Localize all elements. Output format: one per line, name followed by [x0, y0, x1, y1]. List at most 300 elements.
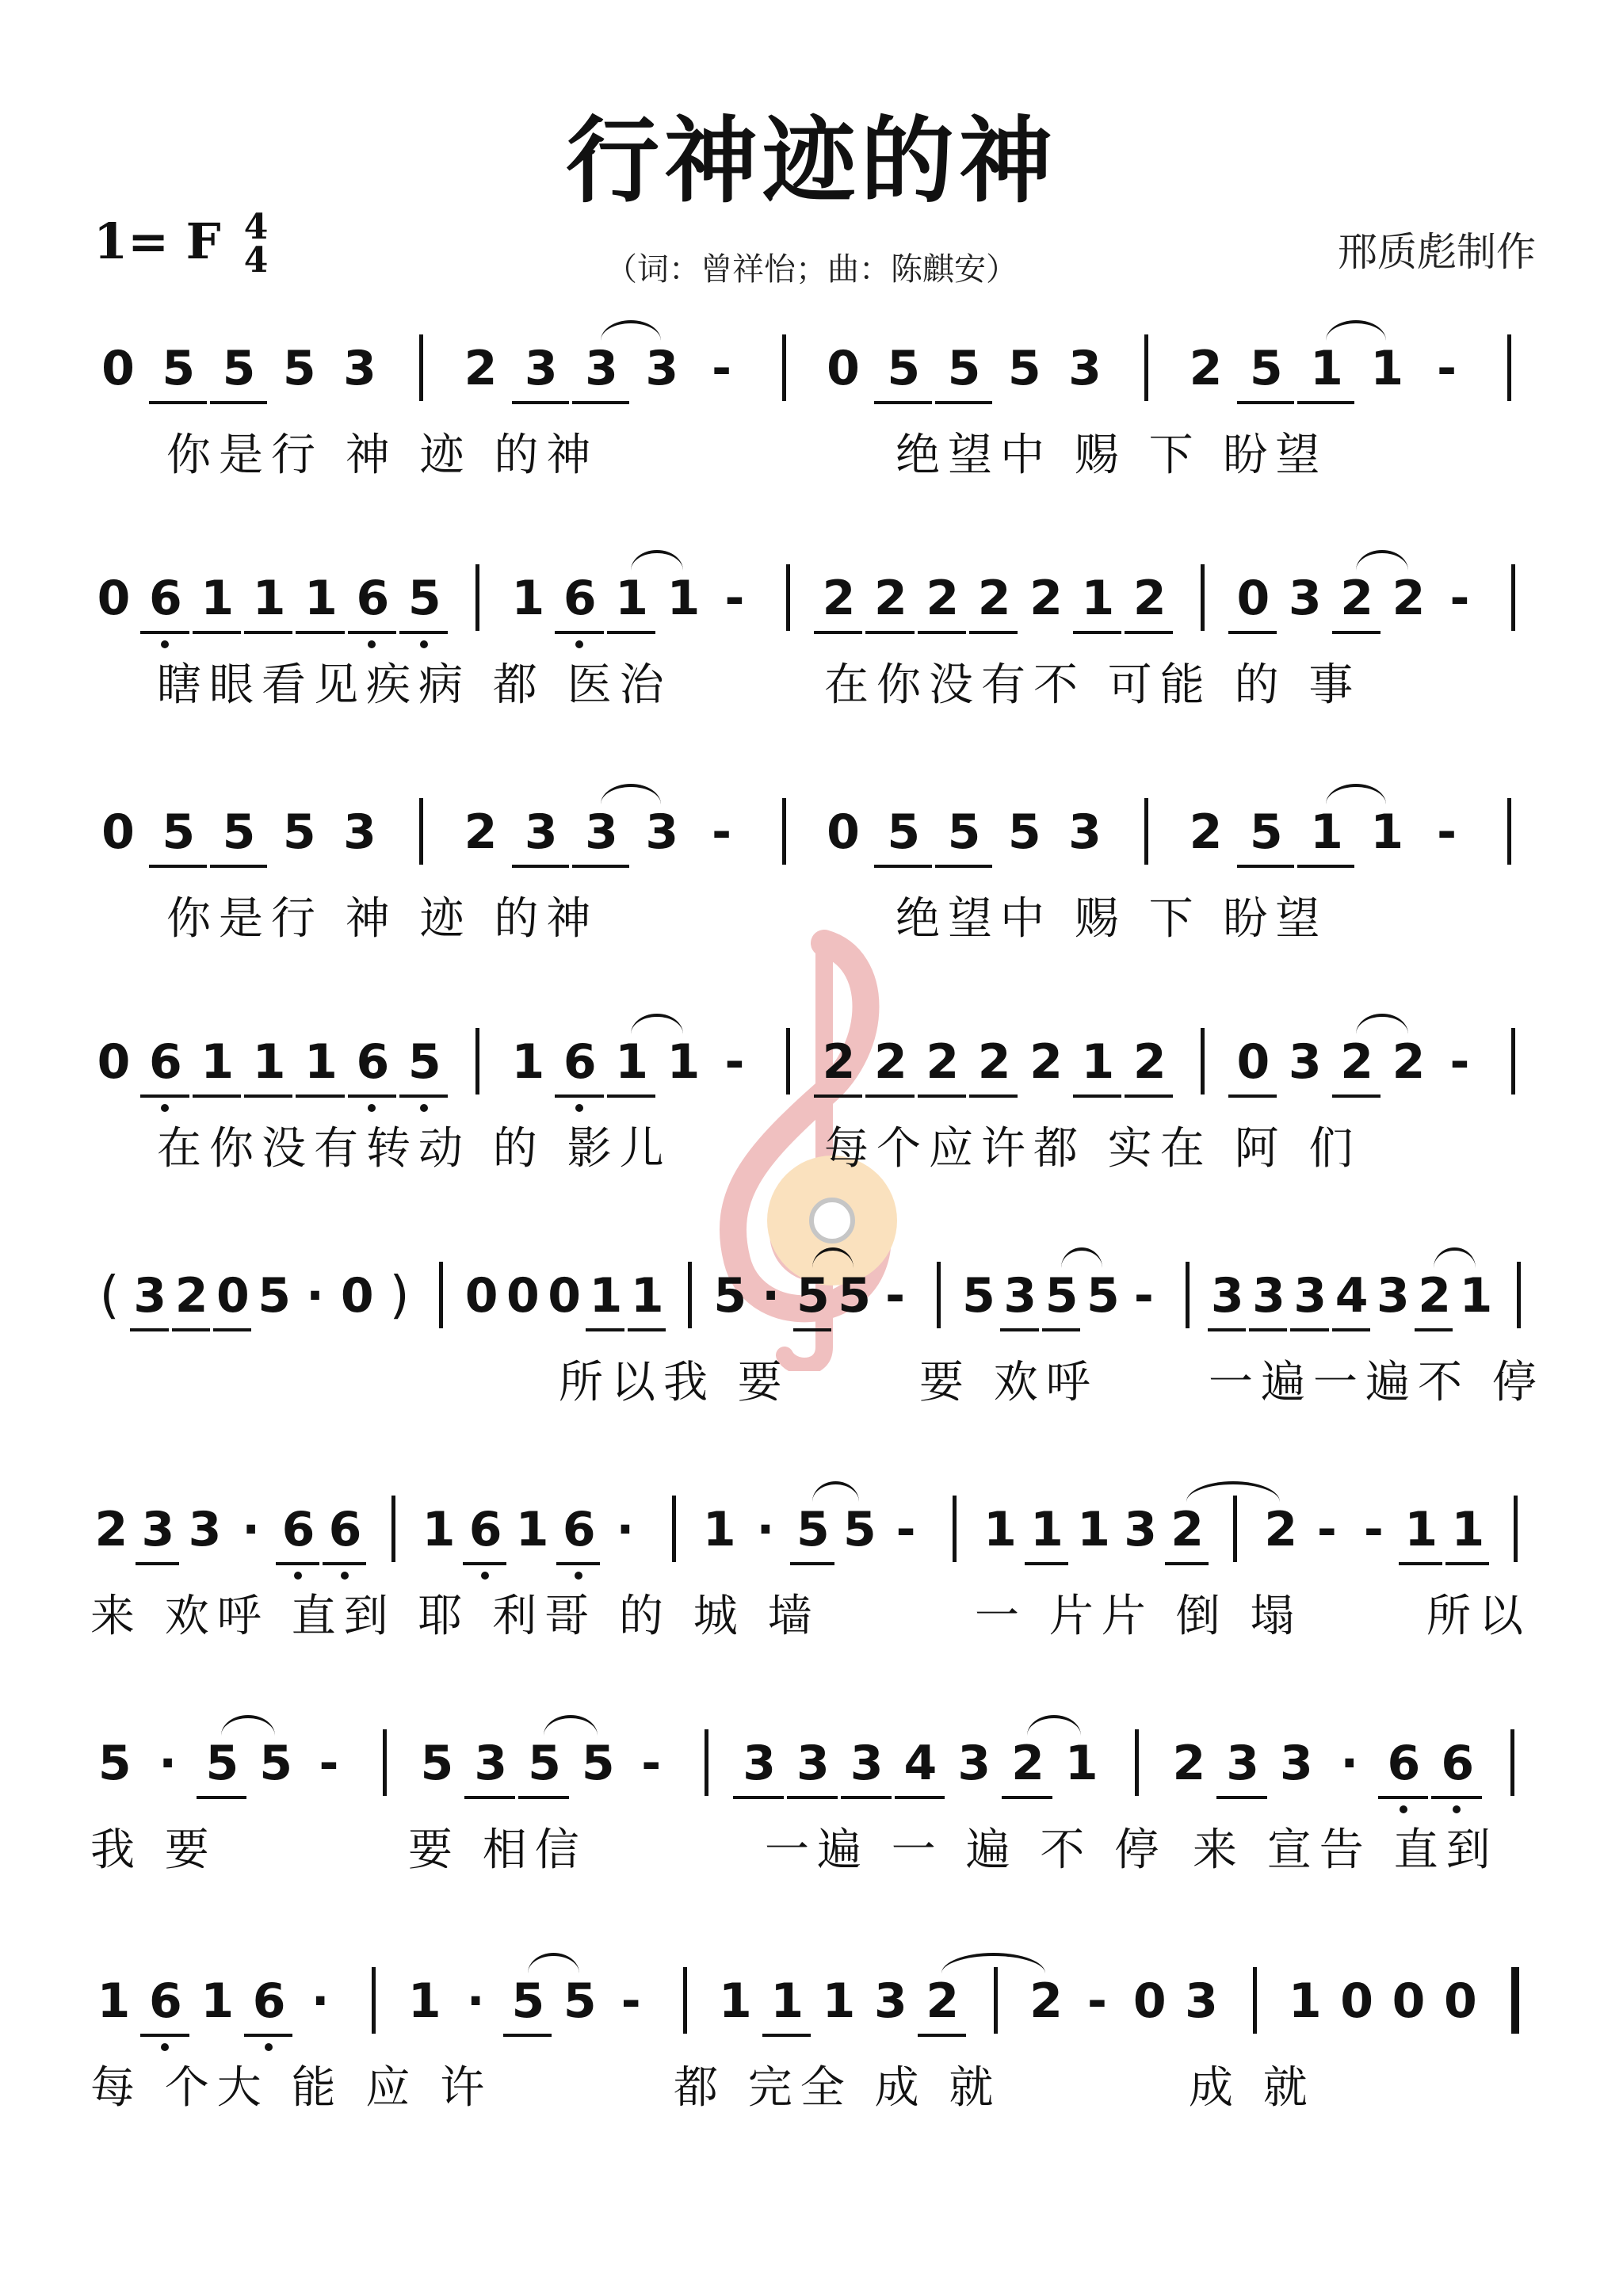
underline — [1228, 1095, 1277, 1098]
lyric-segment: 绝望中 赐 下 盼望 — [896, 430, 1328, 481]
note: 2 — [1132, 1034, 1167, 1090]
lower-octave-dot — [575, 1104, 583, 1112]
underline — [1431, 1796, 1482, 1799]
note: 0 — [464, 1268, 498, 1324]
note: 6 — [149, 1973, 182, 2029]
note: 1 — [1459, 1268, 1493, 1324]
note: 0 — [1392, 1973, 1426, 2029]
barline — [1144, 798, 1148, 865]
dash: - — [1449, 1034, 1470, 1090]
note: 6 — [356, 571, 390, 626]
note: 5 — [1007, 341, 1041, 396]
note: 3 — [1377, 1268, 1410, 1324]
note: 1 — [1030, 1502, 1064, 1557]
dash: - — [885, 1268, 906, 1324]
lower-octave-dot — [420, 1104, 428, 1112]
augmentation-dot: · — [242, 1502, 260, 1557]
underline — [1165, 1562, 1209, 1565]
note: 2 — [926, 1034, 960, 1090]
tie-arc — [544, 1715, 598, 1736]
underline — [874, 865, 931, 868]
underline — [1000, 1328, 1038, 1331]
lyric-segment: 所以 — [1426, 1591, 1531, 1642]
underline — [572, 401, 629, 404]
underline — [296, 631, 344, 634]
note: 3 — [645, 341, 679, 396]
note: 1 — [822, 1973, 856, 2029]
note: 5 — [796, 1502, 830, 1557]
underline — [1228, 631, 1277, 634]
underline — [918, 1095, 966, 1098]
note: 1 — [252, 571, 286, 626]
note: 3 — [957, 1736, 991, 1791]
underline — [244, 1095, 292, 1098]
note: 3 — [850, 1736, 884, 1791]
parenthesis: ) — [389, 1266, 410, 1325]
note: 5 — [838, 1268, 872, 1324]
barline — [953, 1496, 957, 1562]
note: 5 — [1249, 341, 1283, 396]
underline — [555, 1095, 603, 1098]
tie-arc — [221, 1715, 275, 1736]
maker-credit: 邢质彪制作 — [1338, 229, 1536, 275]
note: 5 — [1044, 1268, 1079, 1324]
note: 5 — [1086, 1268, 1120, 1324]
lyric-segment: 你是行 神 迹 的神 — [166, 430, 599, 481]
note: 3 — [1124, 1502, 1157, 1557]
lyric-segment: 要 相信 — [408, 1824, 587, 1876]
note: 3 — [1068, 341, 1102, 396]
lyric-segment: 在你没有不 可能 的 事 — [824, 659, 1361, 711]
note: 5 — [1007, 804, 1041, 860]
note: 5 — [420, 1736, 454, 1791]
time-signature-denominator: 4 — [243, 240, 269, 281]
note: 1 — [1288, 1973, 1322, 2029]
dash: - — [1363, 1502, 1384, 1557]
note: 2 — [926, 571, 960, 626]
barline — [1510, 1729, 1514, 1796]
underline — [607, 631, 655, 634]
note: 2 — [1132, 571, 1167, 626]
note: 2 — [1011, 1736, 1044, 1791]
note: 3 — [133, 1268, 167, 1324]
note: 2 — [1029, 1973, 1063, 2029]
dash: - — [896, 1502, 916, 1557]
note: 3 — [1293, 1268, 1327, 1324]
barline — [1135, 1729, 1139, 1796]
underline — [399, 1095, 448, 1098]
key-signature: 1= F — [94, 212, 221, 270]
note: 1 — [407, 1973, 441, 2029]
tie-arc — [1061, 1247, 1102, 1268]
tie-arc — [1186, 1481, 1280, 1502]
underline — [172, 1328, 210, 1331]
barline — [1186, 1262, 1190, 1328]
lower-octave-dot — [1453, 1805, 1461, 1813]
note: 2 — [822, 1034, 856, 1090]
note: 3 — [188, 1502, 222, 1557]
note: 3 — [343, 804, 376, 860]
augmentation-dot: · — [1340, 1736, 1359, 1791]
note: 5 — [222, 804, 256, 860]
lyric-segment: 来 欢呼 直到 耶 利哥 的 城 墙 — [90, 1591, 820, 1642]
underline — [136, 1562, 179, 1565]
underline — [1025, 1562, 1068, 1565]
underline — [1415, 1328, 1453, 1331]
note: 2 — [822, 571, 856, 626]
note: 3 — [796, 1736, 830, 1791]
note: 0 — [827, 804, 860, 860]
underline — [733, 1796, 784, 1799]
underline — [969, 631, 1018, 634]
underline — [1237, 865, 1294, 868]
note: 6 — [1441, 1736, 1475, 1791]
note: 2 — [874, 571, 907, 626]
tie-arc — [1027, 1715, 1081, 1736]
lyrics-line — [87, 1581, 1537, 1645]
barline — [1253, 1967, 1257, 2034]
lyric-segment: 所以我 要 — [559, 1357, 790, 1408]
lyrics-line — [87, 1347, 1545, 1411]
note: 0 — [101, 341, 135, 396]
underline — [1216, 1796, 1267, 1799]
note: 2 — [1264, 1502, 1298, 1557]
note: 5 — [407, 1034, 441, 1090]
note: 5 — [947, 341, 981, 396]
underline — [130, 1328, 168, 1331]
underline — [213, 1328, 251, 1331]
note: 0 — [97, 571, 131, 626]
note: 1 — [97, 1973, 131, 2029]
underline — [918, 2034, 966, 2037]
underline — [1042, 1328, 1080, 1331]
lower-octave-dot — [481, 1572, 489, 1580]
dash: - — [621, 1973, 641, 2029]
barline — [1514, 1496, 1518, 1562]
lyric-segment: 我 要 — [90, 1824, 217, 1876]
barline — [1201, 564, 1205, 631]
note: 6 — [562, 1502, 596, 1557]
barline — [786, 1028, 790, 1095]
lyric-segment: 在你没有转动 的 影儿 — [157, 1123, 672, 1175]
lower-octave-dot — [1400, 1805, 1407, 1813]
note: 1 — [615, 1034, 648, 1090]
note: 1 — [1451, 1502, 1485, 1557]
underline — [140, 631, 189, 634]
note: 3 — [524, 804, 558, 860]
dash: - — [724, 571, 745, 626]
note: 0 — [97, 1034, 131, 1090]
underline — [210, 865, 267, 868]
lower-octave-dot — [575, 640, 583, 648]
note: 0 — [1443, 1973, 1477, 2029]
barline — [786, 564, 790, 631]
underline — [787, 1796, 838, 1799]
lower-octave-dot — [368, 1104, 376, 1112]
underline — [1297, 401, 1354, 404]
note: 3 — [141, 1502, 175, 1557]
note: 0 — [1132, 1973, 1167, 2029]
underline — [865, 1095, 914, 1098]
dash: - — [1133, 1268, 1154, 1324]
tie-arc — [1356, 1014, 1407, 1034]
note: 5 — [962, 1268, 995, 1324]
note: 1 — [511, 1034, 545, 1090]
barline — [1511, 564, 1515, 631]
underline — [140, 2034, 189, 2037]
note: 1 — [589, 1268, 623, 1324]
tie-arc — [631, 1014, 682, 1034]
note: 5 — [162, 804, 196, 860]
underline — [1332, 631, 1381, 634]
underline — [895, 1796, 945, 1799]
dash: - — [724, 1034, 745, 1090]
note: 2 — [464, 341, 498, 396]
note: 1 — [630, 1268, 664, 1324]
note: 3 — [645, 804, 679, 860]
underline — [1073, 1095, 1121, 1098]
note: 1 — [252, 1034, 286, 1090]
note: 0 — [827, 341, 860, 396]
underline — [586, 1328, 624, 1331]
barline — [1233, 1496, 1237, 1562]
note: 3 — [343, 341, 376, 396]
underline — [969, 1095, 1018, 1098]
underline — [1332, 1095, 1381, 1098]
underline — [814, 631, 862, 634]
note: 6 — [563, 1034, 597, 1090]
underline — [790, 1562, 834, 1565]
note: 6 — [468, 1502, 502, 1557]
lyric-segment: 瞎眼看见疾病 都 医治 — [157, 659, 672, 711]
note: 6 — [356, 1034, 390, 1090]
parenthesis: ( — [99, 1266, 120, 1325]
note: 3 — [1003, 1268, 1037, 1324]
tie-arc — [631, 550, 682, 571]
note: 2 — [1340, 571, 1373, 626]
underline — [296, 1095, 344, 1098]
lyrics-line — [87, 1815, 1537, 1878]
underline — [1249, 1328, 1287, 1331]
lower-octave-dot — [420, 640, 428, 648]
underline — [1290, 1328, 1328, 1331]
underline — [572, 865, 629, 868]
barline — [1507, 334, 1511, 401]
note: 2 — [1189, 341, 1223, 396]
note: 5 — [581, 1736, 615, 1791]
barline — [475, 564, 479, 631]
note: 1 — [1404, 1502, 1438, 1557]
lower-octave-dot — [368, 640, 376, 648]
underline — [1073, 631, 1121, 634]
note: 5 — [162, 341, 196, 396]
note: 1 — [422, 1502, 456, 1557]
note: 0 — [1236, 1034, 1270, 1090]
note: 1 — [515, 1502, 549, 1557]
dash: - — [1449, 571, 1470, 626]
note: 2 — [174, 1268, 208, 1324]
note: 3 — [874, 1973, 907, 2029]
barline — [994, 1967, 998, 2034]
barline — [419, 798, 423, 865]
song-title: 行神迹的神 — [565, 105, 1057, 216]
underline — [348, 1095, 396, 1098]
augmentation-dot: · — [466, 1973, 485, 2029]
time-signature-numerator: 4 — [243, 207, 269, 247]
lower-octave-dot — [161, 640, 169, 648]
underline — [793, 1328, 831, 1331]
note: 5 — [947, 804, 981, 860]
note: 6 — [149, 571, 182, 626]
note: 2 — [1418, 1268, 1452, 1324]
note: 5 — [528, 1736, 561, 1791]
underline — [874, 401, 931, 404]
barline — [937, 1262, 941, 1328]
note: 2 — [1392, 1034, 1426, 1090]
barline — [1511, 1028, 1515, 1095]
lyrics-line — [87, 884, 1537, 947]
barline — [419, 334, 423, 401]
note: 3 — [1226, 1736, 1259, 1791]
note: 1 — [615, 571, 648, 626]
tie-arc — [1356, 550, 1407, 571]
underline — [149, 865, 206, 868]
underline — [149, 401, 206, 404]
barline — [782, 798, 786, 865]
underline — [463, 1562, 506, 1565]
underline — [555, 631, 603, 634]
lyric-segment: 成 就 — [1189, 2062, 1316, 2114]
lyric-segment: 都 完全 成 就 — [674, 2062, 1002, 2114]
note: 5 — [258, 1268, 292, 1324]
note: 2 — [94, 1502, 128, 1557]
note: 1 — [770, 1973, 804, 2029]
dash: - — [1316, 1502, 1337, 1557]
lyric-segment: 一 片片 倒 塌 — [975, 1591, 1303, 1642]
underline — [193, 1095, 241, 1098]
dash: - — [712, 341, 732, 396]
underline — [918, 631, 966, 634]
underline — [210, 401, 267, 404]
underline — [1002, 1796, 1052, 1799]
lyric-segment: 你是行 神 迹 的神 — [166, 893, 599, 945]
note: 3 — [585, 804, 618, 860]
barline — [688, 1262, 692, 1328]
note: 1 — [1370, 804, 1404, 860]
note: 1 — [1064, 1736, 1098, 1791]
note: 3 — [1280, 1736, 1313, 1791]
note: 3 — [1288, 571, 1322, 626]
barline — [1507, 798, 1511, 865]
lyric-segment: 一遍 一 遍 不 停 — [765, 1824, 1167, 1876]
note: 5 — [713, 1268, 747, 1324]
underline — [464, 1796, 515, 1799]
dash: - — [1087, 1973, 1107, 2029]
underline — [1297, 865, 1354, 868]
note: 0 — [216, 1268, 250, 1324]
lyric-segment: 要 欢呼 — [919, 1357, 1098, 1408]
note: 1 — [200, 1973, 235, 2029]
note: 2 — [874, 1034, 907, 1090]
underline — [193, 631, 241, 634]
note: 1 — [1370, 341, 1404, 396]
augmentation-dot: · — [756, 1502, 775, 1557]
lyrics-line — [87, 1114, 1537, 1177]
tie-arc — [601, 784, 661, 804]
underline — [1237, 401, 1294, 404]
tie-arc — [1434, 1247, 1475, 1268]
dash: - — [319, 1736, 339, 1791]
note: 2 — [1170, 1502, 1204, 1557]
underline — [935, 401, 992, 404]
note: 1 — [1081, 571, 1115, 626]
lower-octave-dot — [341, 1572, 349, 1580]
lyric-segment: 每个应许都 实在 阿 们 — [824, 1123, 1361, 1175]
note: 0 — [506, 1268, 540, 1324]
underline — [628, 1328, 666, 1331]
lyrics-line — [87, 2053, 1537, 2116]
note: 1 — [718, 1973, 752, 2029]
augmentation-dot: · — [616, 1502, 635, 1557]
note: 5 — [259, 1736, 292, 1791]
lyric-segment: 每 个大 能 应 许 — [90, 2062, 493, 2114]
augmentation-dot: · — [762, 1268, 781, 1324]
note: 5 — [511, 1973, 545, 2029]
note: 0 — [548, 1268, 582, 1324]
underline — [512, 401, 569, 404]
note: 6 — [1387, 1736, 1421, 1791]
underline — [556, 1562, 600, 1565]
note: 1 — [200, 571, 235, 626]
underline — [1125, 1095, 1173, 1098]
note: 3 — [1252, 1268, 1285, 1324]
note: 5 — [796, 1268, 830, 1324]
underline — [276, 1562, 319, 1565]
note: 6 — [563, 571, 597, 626]
credits: （词：曾祥怡；曲：陈麒安） — [605, 251, 1018, 288]
note: 2 — [977, 571, 1011, 626]
underline — [244, 631, 292, 634]
underline — [1208, 1328, 1246, 1331]
dash: - — [1437, 804, 1457, 860]
lyrics-line — [87, 420, 1537, 483]
note: 1 — [1077, 1502, 1110, 1557]
dash: - — [712, 804, 732, 860]
note: 1 — [702, 1502, 736, 1557]
note: 1 — [983, 1502, 1017, 1557]
note: 1 — [304, 1034, 338, 1090]
barline — [372, 1967, 376, 2034]
lower-octave-dot — [161, 1104, 169, 1112]
tie-arc — [1326, 784, 1386, 804]
barline — [439, 1262, 443, 1328]
note: 1 — [511, 571, 545, 626]
barline — [391, 1496, 395, 1562]
underline — [348, 631, 396, 634]
note: 2 — [1029, 1034, 1063, 1090]
note: 1 — [304, 571, 338, 626]
barline — [672, 1496, 676, 1562]
note: 2 — [1340, 1034, 1373, 1090]
tie-arc — [941, 1953, 1045, 1973]
underline — [814, 1095, 862, 1098]
note: 5 — [282, 341, 316, 396]
note: 5 — [887, 341, 921, 396]
note: 5 — [887, 804, 921, 860]
lower-octave-dot — [265, 2043, 273, 2051]
note: 5 — [407, 571, 441, 626]
note: 3 — [474, 1736, 508, 1791]
